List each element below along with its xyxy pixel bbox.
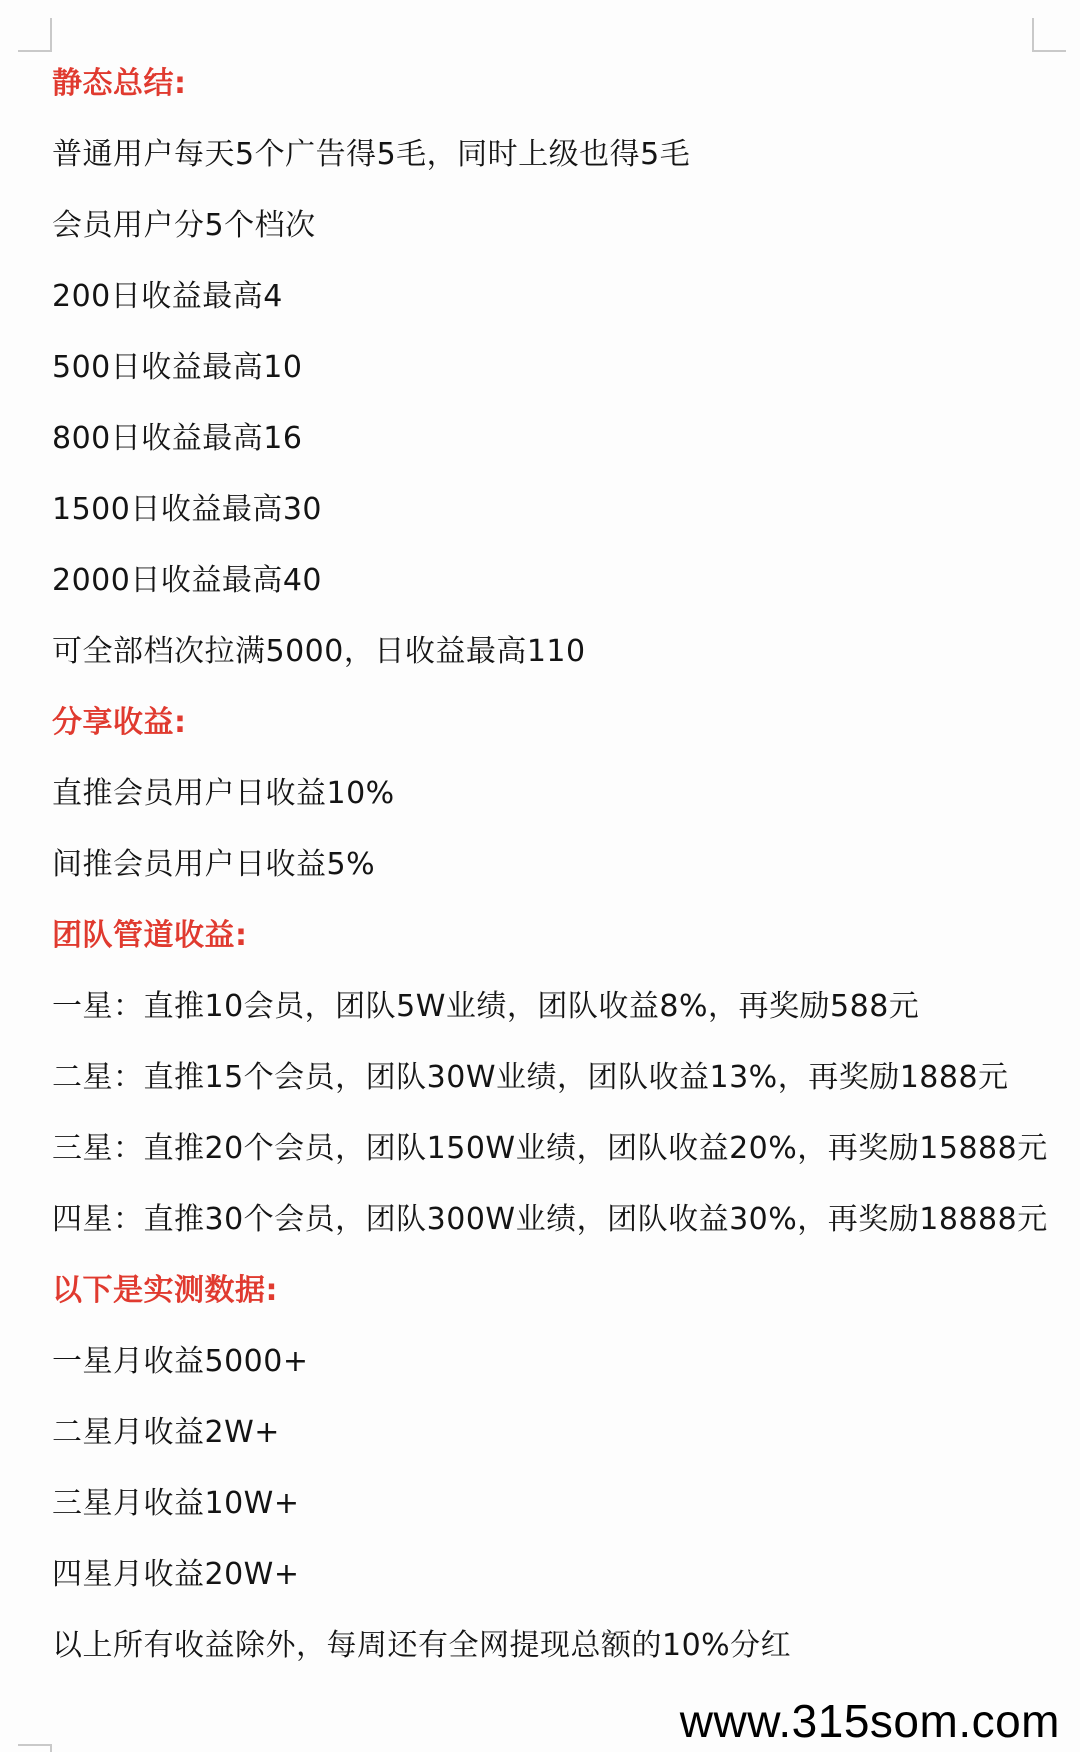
heading-measured-data: 以下是实测数据: (52, 1273, 278, 1308)
text-line: 四星：直推30个会员，团队300W业绩，团队收益30%，再奖励18888元 (52, 1202, 1048, 1237)
text-line: 可全部档次拉满5000，日收益最高110 (52, 634, 586, 669)
text-line: 以上所有收益除外，每周还有全网提现总额的10%分红 (52, 1628, 792, 1663)
text-line: 2000日收益最高40 (52, 563, 323, 598)
heading-static-summary: 静态总结: (52, 66, 187, 101)
text-line: 一星：直推10会员，团队5W业绩，团队收益8%，再奖励588元 (52, 989, 920, 1024)
crop-mark-bottom-left (18, 1744, 52, 1752)
text-line: 1500日收益最高30 (52, 492, 323, 527)
text-line: 500日收益最高10 (52, 350, 303, 385)
text-line: 200日收益最高4 (52, 279, 283, 314)
text-line: 四星月收益20W+ (52, 1557, 300, 1592)
text-line: 间推会员用户日收益5% (52, 847, 376, 882)
text-line: 三星月收益10W+ (52, 1486, 300, 1521)
document-body (52, 62, 1062, 1695)
heading-team-earnings: 团队管道收益: (52, 918, 248, 953)
text-line: 会员用户分5个档次 (52, 208, 316, 243)
heading-share-earnings: 分享收益: (52, 705, 187, 740)
text-line: 普通用户每天5个广告得5毛，同时上级也得5毛 (52, 137, 691, 172)
text-line: 二星月收益2W+ (52, 1415, 280, 1450)
crop-mark-top-right (1032, 18, 1066, 52)
text-line: 直推会员用户日收益10% (52, 776, 395, 811)
text-line: 一星月收益5000+ (52, 1344, 309, 1379)
text-line: 800日收益最高16 (52, 421, 303, 456)
text-line: 二星：直推15个会员，团队30W业绩，团队收益13%，再奖励1888元 (52, 1060, 1009, 1095)
watermark-url: www.315som.com (679, 1695, 1060, 1747)
text-line: 三星：直推20个会员，团队150W业绩，团队收益20%，再奖励15888元 (52, 1131, 1048, 1166)
crop-mark-top-left (18, 18, 52, 52)
